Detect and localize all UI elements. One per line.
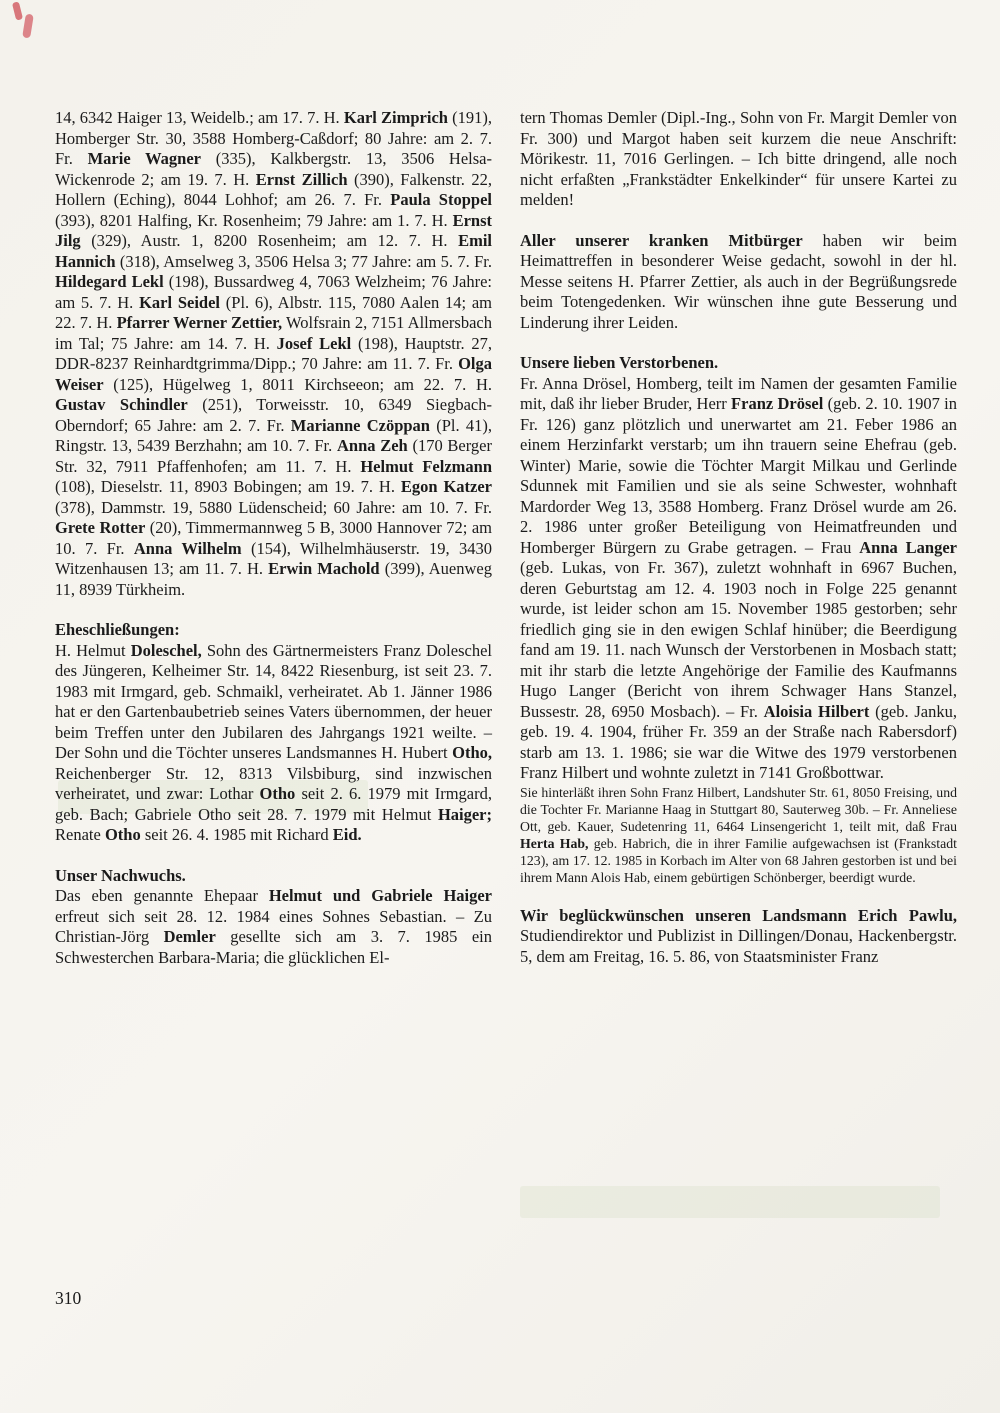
bold-text-segment: Haiger;: [437, 804, 492, 824]
bold-text-segment: Grete Rotter: [55, 518, 146, 537]
section-sick-members: [520, 231, 957, 334]
text-segment: (20), Timmermannweg 5 B, 3000 Hannover 72; am 10. 7. Fr.: [55, 518, 492, 558]
bold-text-segment: Erwin Machold: [268, 559, 380, 578]
section-heading: Unser Nachwuchs.: [55, 865, 186, 885]
text-segment: erfreut sich seit 28. 12. 1984 eines Sohnes Sebastian. – Zu Christian-Jörg: [55, 906, 492, 946]
text-segment: (198), Hauptstr. 27, DDR-8237 Reinhardtgrimma/Dipp.; 70 Jahre: am 11. 7. Fr.: [55, 333, 492, 373]
text-segment: (399), Auenweg 11, 8939 Türkheim.: [55, 559, 492, 599]
text-segment: (390), Falkenstr. 22, Hollern (Eching), 8044 Lohhof; am 26. 7. Fr.: [55, 169, 492, 209]
bold-text-segment: Hildegard Lekl: [55, 272, 164, 291]
text-segment: (Pl. 41), Ringstr. 13, 5439 Berzhahn; am 10. 7. Fr.: [55, 415, 492, 455]
bold-text-segment: Otho: [259, 784, 296, 803]
text-columns: [55, 108, 957, 968]
bold-text-segment: Paula Stoppel: [390, 190, 492, 209]
bold-text-segment: Helmut Felzmann: [360, 456, 492, 476]
text-segment: Sie hinterläßt ihren Sohn Franz Hilbert, Landshuter Str. 61, 8050 Freising, und die Tochter Fr. Marianne Haag in Stuttgart 80, Sauterweg 30b. – Fr. Anneliese Ott, geb. Kauer, Sudetenring 11, 6464 Linsengericht 1, teilt mit, daß Frau: [520, 784, 957, 834]
highlight-bleedthrough: [520, 1186, 940, 1218]
bold-text-segment: Anna Zeh: [336, 436, 408, 455]
bold-text-segment: Marianne Czöppan: [290, 415, 430, 435]
text-segment: geb. Habrich, die in ihrer Familie aufgewachsen ist (Frankstadt 123), am 17. 12. 1985 in Korbach im Alter von 68 Jahren gestorben ist und bei ihrem Mann Alois Hab, einem gebürtigen Schönberger, beerdigt wurde.: [520, 835, 957, 885]
section-heading: Eheschließungen:: [55, 620, 180, 639]
text-segment: seit 26. 4. 1985 mit Richard: [140, 825, 333, 844]
red-scan-mark: [12, 1, 23, 20]
bold-text-segment: Olga Weiser: [55, 354, 492, 394]
bold-text-segment: Marie Wagner: [87, 149, 202, 168]
bold-text-segment: Pfarrer Werner Zettier,: [116, 313, 283, 332]
bold-text-segment: Josef Lekl: [276, 333, 352, 353]
section-heading: Unsere lieben Verstorbenen.: [520, 353, 719, 372]
left-column: [55, 108, 492, 968]
text-segment: H. Helmut: [55, 640, 131, 660]
section-deceased: [520, 353, 957, 886]
text-segment: Das eben genannte Ehepaar: [55, 886, 269, 905]
text-segment: Sohn des Gärtnermeisters Franz Doleschel des Jüngeren, Kelheimer Str. 14, 8422 Riesenburg, ist seit 23. 7. 1983 mit Irmgard, geb. Schmaikl, verheiratet. Ab 1. Jänner 1986 hat er den Gartenbaubetrieb seines Vaters übernommen, der heuer beim Treffen unter den Jubilaren des Jahrgangs 1921 weilte. – Der Sohn und die Töchter unseres Landsmannes H. Hubert: [55, 640, 492, 762]
paragraph: [520, 374, 957, 784]
bold-text-segment: Karl Zimprich: [343, 108, 448, 127]
bold-text-segment: Helmut und Gabriele Haiger: [268, 886, 493, 905]
text-segment: Reichenberger Str. 12, 8313 Vilsbiburg, sind inzwischen verheiratet, und zwar: Lothar: [55, 763, 492, 803]
bold-text-segment: Anna Langer: [859, 537, 957, 557]
text-segment: (Pl. 6), Albstr. 115, 7080 Aalen 14; am 22. 7. H.: [55, 292, 492, 332]
text-segment: Fr. Anna Drösel, Homberg, teilt im Namen der gesamten Familie mit, daß ihr lieber Bruder, Herr: [520, 373, 957, 413]
text-segment: Wolfsrain 2, 7151 Allmersbach im Tal; 75 Jahre: am 14. 7. H.: [55, 313, 492, 353]
red-scan-mark: [22, 14, 34, 39]
bold-text-segment: Karl Seidel: [139, 292, 220, 312]
paragraph: [55, 641, 492, 846]
bold-text-segment: Wir beglückwünschen unseren Landsmann Erich Pawlu,: [520, 905, 957, 925]
bold-text-segment: Otho,: [452, 743, 492, 762]
text-segment: (geb. 2. 10. 1907 in Fr. 126) ganz plötzlich und unerwartet am 21. Feber 1986 an einem Herzinfarkt verstarb; um ihn trauern seine Ehefrau (geb. Winter) Marie, sowie die Töchter Margit Milkau und Gerlinde Sdunnek mit Familien und sie als seine Schwester, wohnhaft Mardorder Weg 13, 3588 Homberg. Franz Drösel wurde am 26. 2. 1986 unter großer Beteiligung von Heimatfreunden und Homberger Bürgern zu Grabe getragen. – Frau: [520, 394, 957, 557]
paragraph: [55, 886, 492, 968]
bold-text-segment: Demler: [163, 927, 216, 946]
section-birthdays-continued: [55, 108, 492, 600]
bold-text-segment: Ernst Jilg: [55, 210, 492, 250]
text-segment: (108), Dieselstr. 11, 8903 Bobingen; am 19. 7. H.: [55, 477, 401, 496]
paragraph: [520, 108, 957, 211]
bold-text-segment: Franz Drösel: [731, 394, 824, 413]
paragraph: [55, 108, 492, 600]
bold-text-segment: Otho: [104, 825, 141, 844]
paragraph: [520, 784, 957, 886]
bold-text-segment: Aller unserer kranken Mitbürger: [520, 230, 803, 250]
section-congratulations: [520, 906, 957, 968]
section-offspring: [55, 866, 492, 969]
bold-text-segment: Ernst Zillich: [255, 169, 348, 189]
text-segment: (393), 8201 Halfing, Kr. Rosenheim; 79 Jahre: am 1. 7. H.: [55, 210, 453, 230]
page-number: 310: [55, 1288, 82, 1308]
text-segment: Studiendirektor und Publizist in Dillingen/Donau, Hackenbergstr. 5, dem am Freitag, 16. 5. 86, von Staatsminister Franz: [520, 926, 957, 966]
bold-text-segment: Herta Hab,: [520, 835, 589, 851]
text-segment: (198), Bussardweg 4, 7063 Welzheim; 76 Jahre: am 5. 7. H.: [55, 272, 492, 312]
text-segment: (251), Torweisstr. 10, 6349 Siegbach-Oberndorf; 65 Jahre: am 2. 7. Fr.: [55, 395, 492, 435]
paragraph: [520, 906, 957, 968]
paragraph: [520, 231, 957, 334]
text-segment: Renate: [55, 825, 105, 844]
text-segment: (335), Kalkbergstr. 13, 3506 Helsa-Wickenrode 2; am 19. 7. H.: [55, 149, 492, 189]
bold-text-segment: Gustav Schindler: [55, 395, 188, 414]
bold-text-segment: Doleschel,: [130, 640, 202, 660]
text-segment: (318), Amselweg 3, 3506 Helsa 3; 77 Jahre: am 5. 7. Fr.: [115, 251, 492, 271]
text-segment: gesellte sich am 3. 7. 1985 ein Schwesterchen Barbara-Maria; die glücklichen El-: [55, 927, 492, 967]
right-column: [520, 108, 957, 968]
bold-text-segment: Aloisia Hilbert: [763, 701, 870, 721]
bold-text-segment: Anna Wilhelm: [133, 538, 242, 558]
text-segment: (geb. Lukas, von Fr. 367), zuletzt wohnhaft in 6967 Buchen, deren Geburtstag am 12. 4. 1903 noch in Folge 225 genannt wurde, ist leider schon am 15. November 1985 gestorben; sehr friedlich ging sie in den ewigen Schlaf hinüber; die Beerdigung fand am 19. 11. nach Wunsch der Verstorbenen in Mosbach statt; mit ihr starb die letzte Angehörige der Familie des Kaufmanns Hugo Langer (Bericht von ihrem Schwager Hans Stanzel, Bussestr. 28, 6950 Mosbach). – Fr.: [520, 558, 957, 721]
text-segment: haben wir beim Heimattreffen in besonderer Weise gedacht, sowohl in der hl. Messe seitens H. Pfarrer Zettier, als auch in der Begrüßungsrede beim Totengedenken. Wir wünschen ihne gute Besserung und Linderung ihrer Leiden.: [520, 230, 957, 332]
bold-text-segment: Eid.: [332, 825, 362, 844]
text-segment: (154), Wilhelmhäuserstr. 19, 3430 Witzenhausen 13; am 11. 7. H.: [55, 538, 493, 578]
text-segment: (geb. Janku, geb. 19. 4. 1904, früher Fr. 359 an der Straße nach Rabersdorf) starb am 13. 1. 1986; sie war die Witwe des 1979 verstorbenen Franz Hilbert und wohnte zuletzt in 7141 Großbottwar.: [520, 701, 957, 782]
text-segment: (329), Austr. 1, 8200 Rosenheim; am 12. 7. H.: [80, 231, 459, 250]
text-segment: (170 Berger Str. 32, 7911 Pfaffenhofen; am 11. 7. H.: [55, 436, 492, 476]
text-segment: tern Thomas Demler (Dipl.-Ing., Sohn von Fr. Margit Demler von Fr. 300) und Margot haben seit kurzem die neue Anschrift: Mörikestr. 11, 7016 Gerlingen. – Ich bitte dringend, alle noch nicht erfaßten „Frankstädter Enkelkinder“ für unsere Kartei zu melden!: [520, 108, 957, 209]
text-segment: (191), Homberger Str. 30, 3588 Homberg-Caßdorf; 80 Jahre: am 2. 7. Fr.: [55, 108, 492, 168]
text-segment: (125), Hügelweg 1, 8011 Kirchseeon; am 22. 7. H.: [103, 374, 492, 394]
text-segment: (378), Dammstr. 19, 5880 Lüdenscheid; 60 Jahre: am 10. 7. Fr.: [55, 497, 492, 517]
bold-text-segment: Egon Katzer: [400, 477, 492, 496]
section-marriages: [55, 620, 492, 846]
bold-text-segment: Emil Hannich: [55, 231, 492, 271]
text-segment: 14, 6342 Haiger 13, Weidelb.; am 17. 7. H.: [55, 108, 344, 127]
section-offspring-continued: [520, 108, 957, 211]
text-segment: seit 2. 6. 1979 mit Irmgard, geb. Bach; Gabriele Otho seit 28. 7. 1979 mit Helmut: [55, 784, 492, 824]
